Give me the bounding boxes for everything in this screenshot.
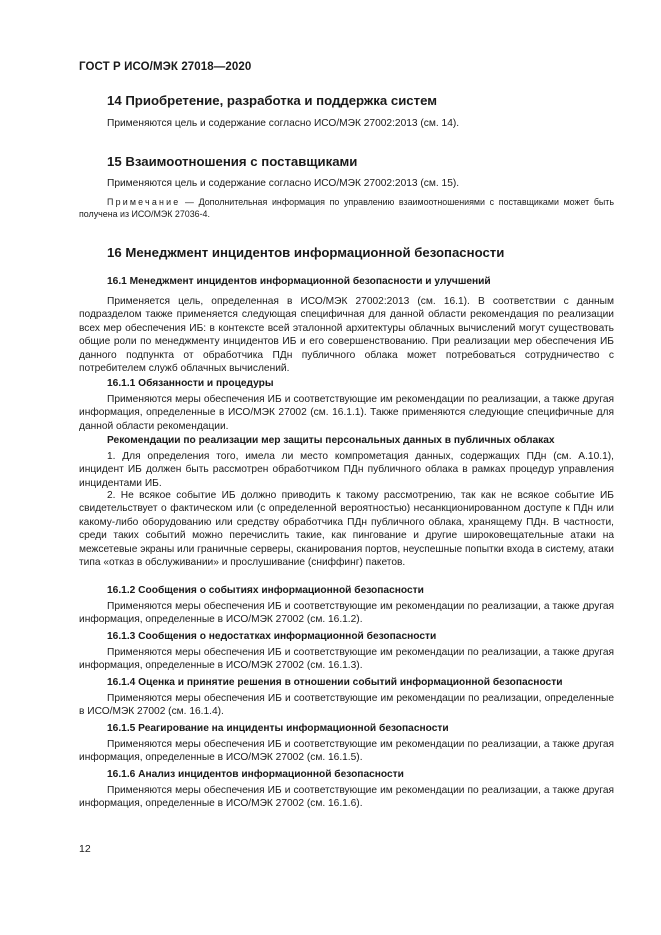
section-15-text: Применяются цель и содержание согласно ИСО/МЭК 27002:2013 (см. 15). bbox=[107, 178, 460, 189]
section-14-text: Применяются цель и содержание согласно ИСО/МЭК 27002:2013 (см. 14). bbox=[107, 118, 460, 129]
section-16-1-2-heading: 16.1.2 Сообщения о событиях информационной безопасности bbox=[107, 585, 424, 596]
section-15-note bbox=[79, 197, 614, 220]
section-16-1-text: Применяется цель, определенная в ИСО/МЭК 27002:2013 (см. 16.1). В соответствии с данным подразделом также применяется следующая специфичная для данной области рекомендация по реализации всех мер обеспечения ИБ: в контексте всей эталонной архитектуры облачных вычислений могут существовать общие роли по менеджменту инцидентов ИБ и его совершенствованию. При реализации мер обеспечения ИБ данного подпункта от обработчика ПДн публичного облака может потребоваться сотрудничество с потребителем служб облачных вычислений. bbox=[79, 296, 614, 375]
section-16-1-4-heading: 16.1.4 Оценка и принятие решения в отношении событий информационной безопасности bbox=[107, 677, 563, 688]
section-16-1-3-text: Применяются меры обеспечения ИБ и соответствующие им рекомендации по реализации, а также другая информация, определенные в ИСО/МЭК 27002 (см. 16.1.3). bbox=[79, 647, 614, 672]
section-16-1-3-heading: 16.1.3 Сообщения о недостатках информационной безопасности bbox=[107, 631, 437, 642]
section-15-heading: 15 Взаимоотношения с поставщиками bbox=[107, 154, 358, 169]
section-16-1-heading: 16.1 Менеджмент инцидентов информационной безопасности и улучшений bbox=[107, 276, 491, 287]
document-header: ГОСТ Р ИСО/МЭК 27018—2020 bbox=[79, 61, 252, 73]
section-16-1-1-text: Применяются меры обеспечения ИБ и соответствующие им рекомендации по реализации, а также другая информация, определенные в ИСО/МЭК 27002 (см. 16.1.1). Также применяются следующие специфичные для данной области рекомендации. bbox=[79, 394, 614, 432]
section-16-1-6-text: Применяются меры обеспечения ИБ и соответствующие им рекомендации по реализации, а также другая информация, определенные в ИСО/МЭК 27002 (см. 16.1.6). bbox=[79, 785, 614, 810]
section-16-1-5-text: Применяются меры обеспечения ИБ и соответствующие им рекомендации по реализации, а также другая информация, определенные в ИСО/МЭК 27002 (см. 16.1.5). bbox=[79, 739, 614, 764]
section-16-1-1-heading: 16.1.1 Обязанности и процедуры bbox=[107, 378, 274, 389]
section-16-1-6-heading: 16.1.6 Анализ инцидентов информационной безопасности bbox=[107, 769, 404, 780]
section-14-heading: 14 Приобретение, разработка и поддержка систем bbox=[107, 93, 438, 108]
page-number: 12 bbox=[79, 843, 91, 855]
note-label: Примечание bbox=[107, 197, 181, 207]
section-16-1-4-text: Применяются меры обеспечения ИБ и соответствующие им рекомендации по реализации, определенные в ИСО/МЭК 27002 (см. 16.1.4). bbox=[79, 693, 614, 718]
recommendation-item-2: 2. Не всякое событие ИБ должно приводить к такому рассмотрению, так как не всякое событие ИБ свидетельствует о фактическом или (с определенной вероятностью) несанкционированном доступе к ПДн или какому-либо оборудованию или средству обработчика ПДн публичного облака, хранящему ПДн. В частности, среди таких событий можно перечислить такие, как пингование и другие широковещательные атаки на межсетевые экраны или граничные серверы, сканирования портов, неуспешные попытки входа в систему, атаки типа «отказ в обслуживании» и прослушивание (сниффинг) пакетов. bbox=[79, 490, 614, 569]
recommendations-heading: Рекомендации по реализации мер защиты персональных данных в публичных облаках bbox=[107, 435, 555, 446]
section-16-1-5-heading: 16.1.5 Реагирование на инциденты информационной безопасности bbox=[107, 723, 449, 734]
recommendation-item-1: 1. Для определения того, имела ли место компрометация данных, содержащих ПДн (см. А.10.1), инцидент ИБ должен быть рассмотрен обработчиком ПДн публичного облака в рамках процедур управления инцидентами ИБ. bbox=[79, 451, 614, 489]
section-16-heading: 16 Менеджмент инцидентов информационной безопасности bbox=[107, 245, 505, 260]
note-text: — Дополнительная информация по управлению взаимоотношениями с поставщиками может быть получена из ИСО/МЭК 27036-4. bbox=[79, 197, 614, 219]
section-16-1-2-text: Применяются меры обеспечения ИБ и соответствующие им рекомендации по реализации, а также другая информация, определенные в ИСО/МЭК 27002 (см. 16.1.2). bbox=[79, 601, 614, 626]
